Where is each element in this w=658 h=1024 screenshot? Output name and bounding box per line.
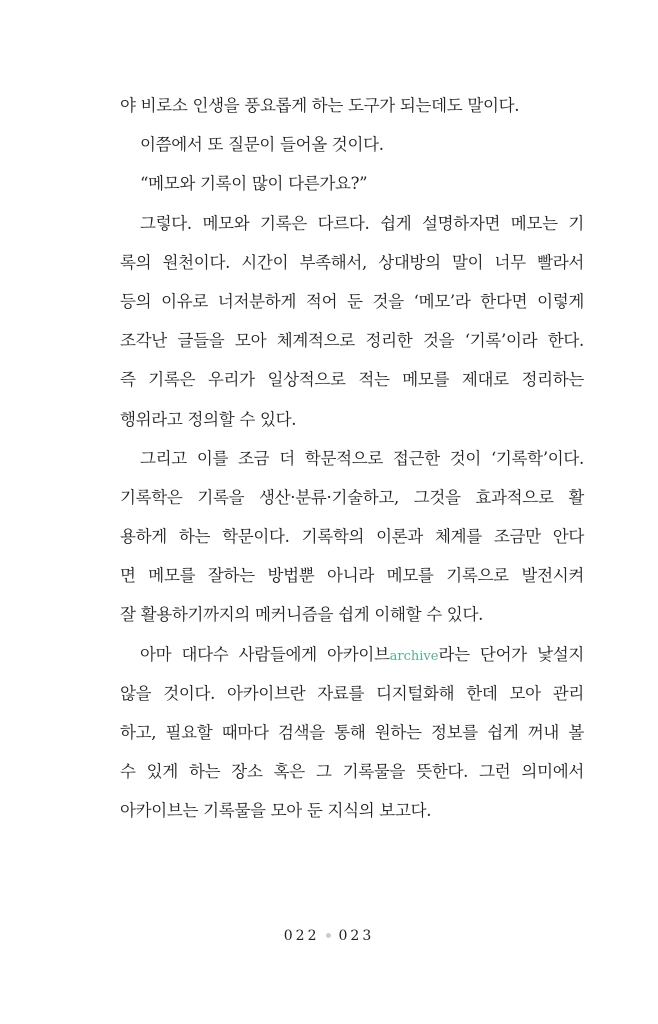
- english-annotation: archive: [389, 648, 439, 664]
- text-line: 면 메모를 잘하는 방법뿐 아니라 메모를 기록으로 발전시켜: [120, 566, 584, 586]
- separator-dot: [326, 933, 331, 938]
- text-line: 행위라고 정의할 수 있다.: [120, 409, 297, 429]
- body-text: [120, 92, 584, 837]
- text-line: 용하게 하는 학문이다. 기록학의 이론과 체계를 조금만 안다: [120, 527, 584, 547]
- text-line: 수 있게 하는 장소 혹은 그 기록물을 뜻한다. 그런 의미에서: [120, 762, 584, 782]
- text-line: 기록학은 기록을 생산·분류·기술하고, 그것을 효과적으로 활: [120, 487, 584, 507]
- text-line: 잘 활용하기까지의 메커니즘을 쉽게 이해할 수 있다.: [120, 605, 484, 625]
- page-number-left: 022: [283, 928, 320, 944]
- text-line: 그리고 이를 조금 더 학문적으로 접근한 것이 ‘기록학’이다.: [140, 448, 584, 468]
- text-line: 즉 기록은 우리가 일상적으로 적는 메모를 제대로 정리하는: [120, 370, 584, 390]
- text-segment: 라는 단어가 낯설지: [438, 644, 584, 664]
- text-line: 그렇다. 메모와 기록은 다르다. 쉽게 설명하자면 메모는 기: [140, 213, 584, 233]
- text-line: 록의 원천이다. 시간이 부족해서, 상대방의 말이 너무 빨라서: [120, 252, 584, 272]
- text-segment: 아마 대다수 사람들에게 아카이브: [140, 644, 390, 664]
- text-line: “메모와 기록이 많이 다른가요?”: [140, 174, 368, 194]
- text-line: 않을 것이다. 아카이브란 자료를 디지털화해 한데 모아 관리: [120, 683, 584, 703]
- text-line: 등의 이유로 너저분하게 적어 둔 것을 ‘메모’라 한다면 이렇게: [120, 291, 584, 311]
- text-line: 아카이브는 기록물을 모아 둔 지식의 보고다.: [120, 801, 432, 821]
- text-line: 하고, 필요할 때마다 검색을 통해 원하는 정보를 쉽게 꺼내 볼: [120, 723, 584, 742]
- text-line: 조각난 글들을 모아 체계적으로 정리한 것을 ‘기록’이라 한다.: [120, 331, 584, 351]
- text-line: [120, 641, 584, 680]
- text-line: 이쯤에서 또 질문이 들어올 것이다.: [140, 135, 384, 155]
- text-line: 야 비로소 인생을 풍요롭게 하는 도구가 되는데도 말이다.: [120, 96, 520, 115]
- page-number-right: 023: [338, 928, 375, 944]
- page-numbers: [0, 928, 658, 944]
